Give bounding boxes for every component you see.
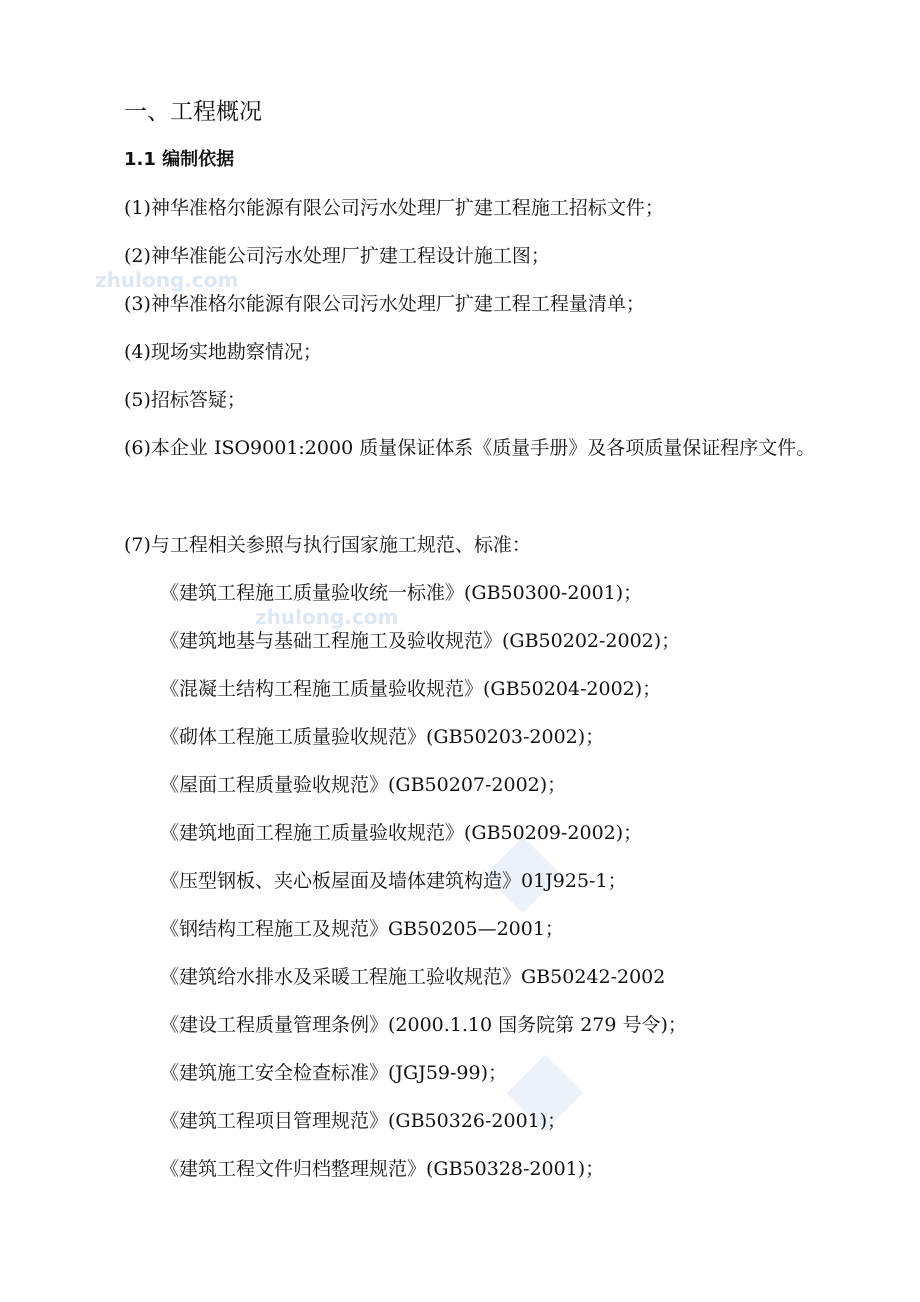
standard-item: 《屋面工程质量验收规范》(GB50207-2002)；	[160, 774, 567, 796]
standard-item: 《钢结构工程施工及规范》GB50205—2001；	[160, 918, 564, 940]
standard-item: 《砌体工程施工质量验收规范》(GB50203-2002)；	[160, 726, 605, 748]
basis-item: (3)神华准格尔能源有限公司污水处理厂扩建工程工程量清单；	[124, 293, 645, 315]
basis-item: (4)现场实地勘察情况；	[124, 341, 322, 363]
standard-item: 《建筑工程项目管理规范》(GB50326-2001)；	[160, 1110, 567, 1132]
standard-item: 《建筑工程施工质量验收统一标准》(GB50300-2001)；	[160, 582, 643, 604]
standard-item: 《建筑给水排水及采暖工程施工验收规范》GB50242-2002	[160, 966, 666, 988]
watermark-text: zhulong.com	[95, 268, 239, 292]
standard-item: 《压型钢板、夹心板屋面及墙体建筑构造》01J925-1；	[160, 870, 627, 892]
standard-item: 《建设工程质量管理条例》(2000.1.10 国务院第 279 号令)；	[160, 1014, 687, 1036]
standard-item: 《建筑工程文件归档整理规范》(GB50328-2001)；	[160, 1158, 605, 1180]
standard-item: 《建筑施工安全检查标准》(JGJ59-99)；	[160, 1062, 508, 1084]
watermark-text: zhulong.com	[255, 605, 399, 629]
basis-item: (2)神华准能公司污水处理厂扩建工程设计施工图；	[124, 245, 550, 267]
basis-item: (1)神华准格尔能源有限公司污水处理厂扩建工程施工招标文件；	[124, 197, 664, 219]
basis-item: (6)本企业 ISO9001:2000 质量保证体系《质量手册》及各项质量保证程序文件。	[124, 437, 816, 459]
basis-item: (5)招标答疑；	[124, 389, 246, 411]
basis-item: (7)与工程相关参照与执行国家施工规范、标准：	[124, 534, 531, 556]
standard-item: 《建筑地基与基础工程施工及验收规范》(GB50202-2002)；	[160, 630, 681, 652]
standard-item: 《混凝土结构工程施工质量验收规范》(GB50204-2002)；	[160, 678, 662, 700]
section-heading: 1.1 编制依据	[124, 149, 235, 170]
page-title: 一、工程概况	[124, 99, 262, 125]
standard-item: 《建筑地面工程施工质量验收规范》(GB50209-2002)；	[160, 822, 643, 844]
